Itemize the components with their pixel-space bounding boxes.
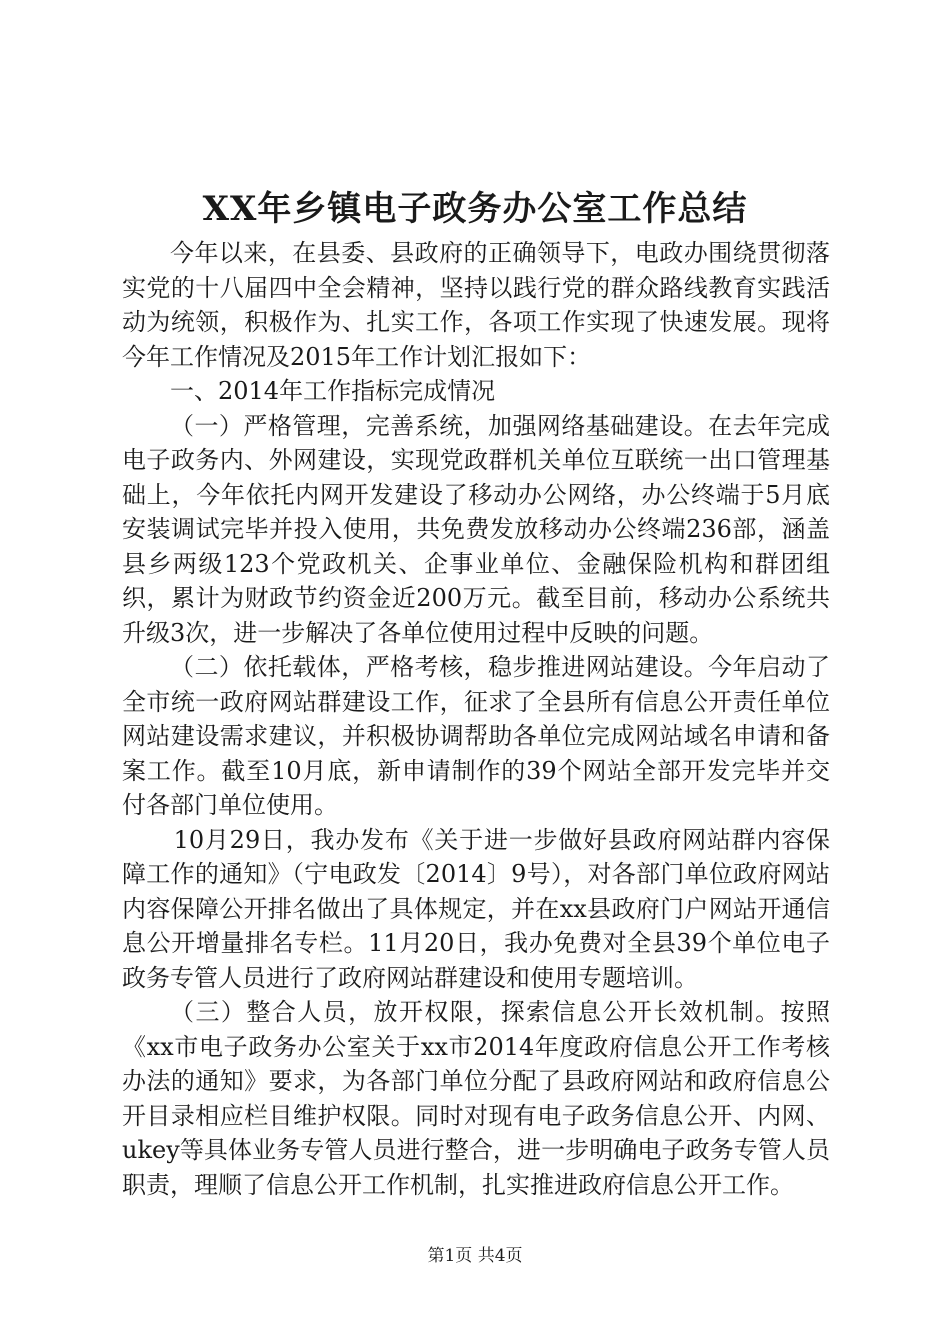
document-title: XX年乡镇电子政务办公室工作总结 bbox=[202, 189, 748, 229]
document-body bbox=[122, 236, 830, 1202]
paragraph-notice: 10月29日，我办发布《关于进一步做好县政府网站群内容保障工作的通知》（宁电政发〔2014〕9号），对各部门单位政府网站内容保障公开排名做出了具体规定，并在xx县政府门户网站开通信息公开增量排名专栏。11月20日，我办免费对全县39个单位电子政务专管人员进行了政府网站群建设和使用专题培训。 bbox=[122, 825, 830, 992]
section-heading-1: 一、2014年工作指标完成情况 bbox=[170, 377, 496, 405]
paragraph-item-3: （三）整合人员，放开权限，探索信息公开长效机制。按照《xx市电子政务办公室关于xx市2014年度政府信息公开工作考核办法的通知》要求，为各部门单位分配了县政府网站和政府信息公开目录相应栏目维护权限。同时对现有电子政务信息公开、内网、ukey等具体业务专管人员进行整合，进一步明确电子政务专管人员职责，理顺了信息公开工作机制，扎实推进政府信息公开工作。 bbox=[122, 998, 830, 1199]
paragraph-intro: 今年以来，在县委、县政府的正确领导下，电政办围绕贯彻落实党的十八届四中全会精神，坚持以践行党的群众路线教育实践活动为统领，积极作为、扎实工作，各项工作实现了快速发展。现将今年工作情况及2015年工作计划汇报如下： bbox=[122, 239, 830, 371]
paragraph-item-1: （一）严格管理，完善系统，加强网络基础建设。在去年完成电子政务内、外网建设，实现党政群机关单位互联统一出口管理基础上，今年依托内网开发建设了移动办公网络，办公终端于5月底安装调试完毕并投入使用，共免费发放移动办公终端236部，涵盖县乡两级123个党政机关、企事业单位、金融保险机构和群团组织，累计为财政节约资金近200万元。截至目前，移动办公系统共升级3次，进一步解决了各单位使用过程中反映的问题。 bbox=[122, 411, 830, 647]
page-number-footer: 第1页 共4页 bbox=[427, 1246, 523, 1266]
paragraph-item-2: （二）依托载体，严格考核，稳步推进网站建设。今年启动了全市统一政府网站群建设工作，征求了全县所有信息公开责任单位网站建设需求建议，并积极协调帮助各单位完成网站域名申请和备案工作。截至10月底，新申请制作的39个网站全部开发完毕并交付各部门单位使用。 bbox=[122, 653, 830, 819]
